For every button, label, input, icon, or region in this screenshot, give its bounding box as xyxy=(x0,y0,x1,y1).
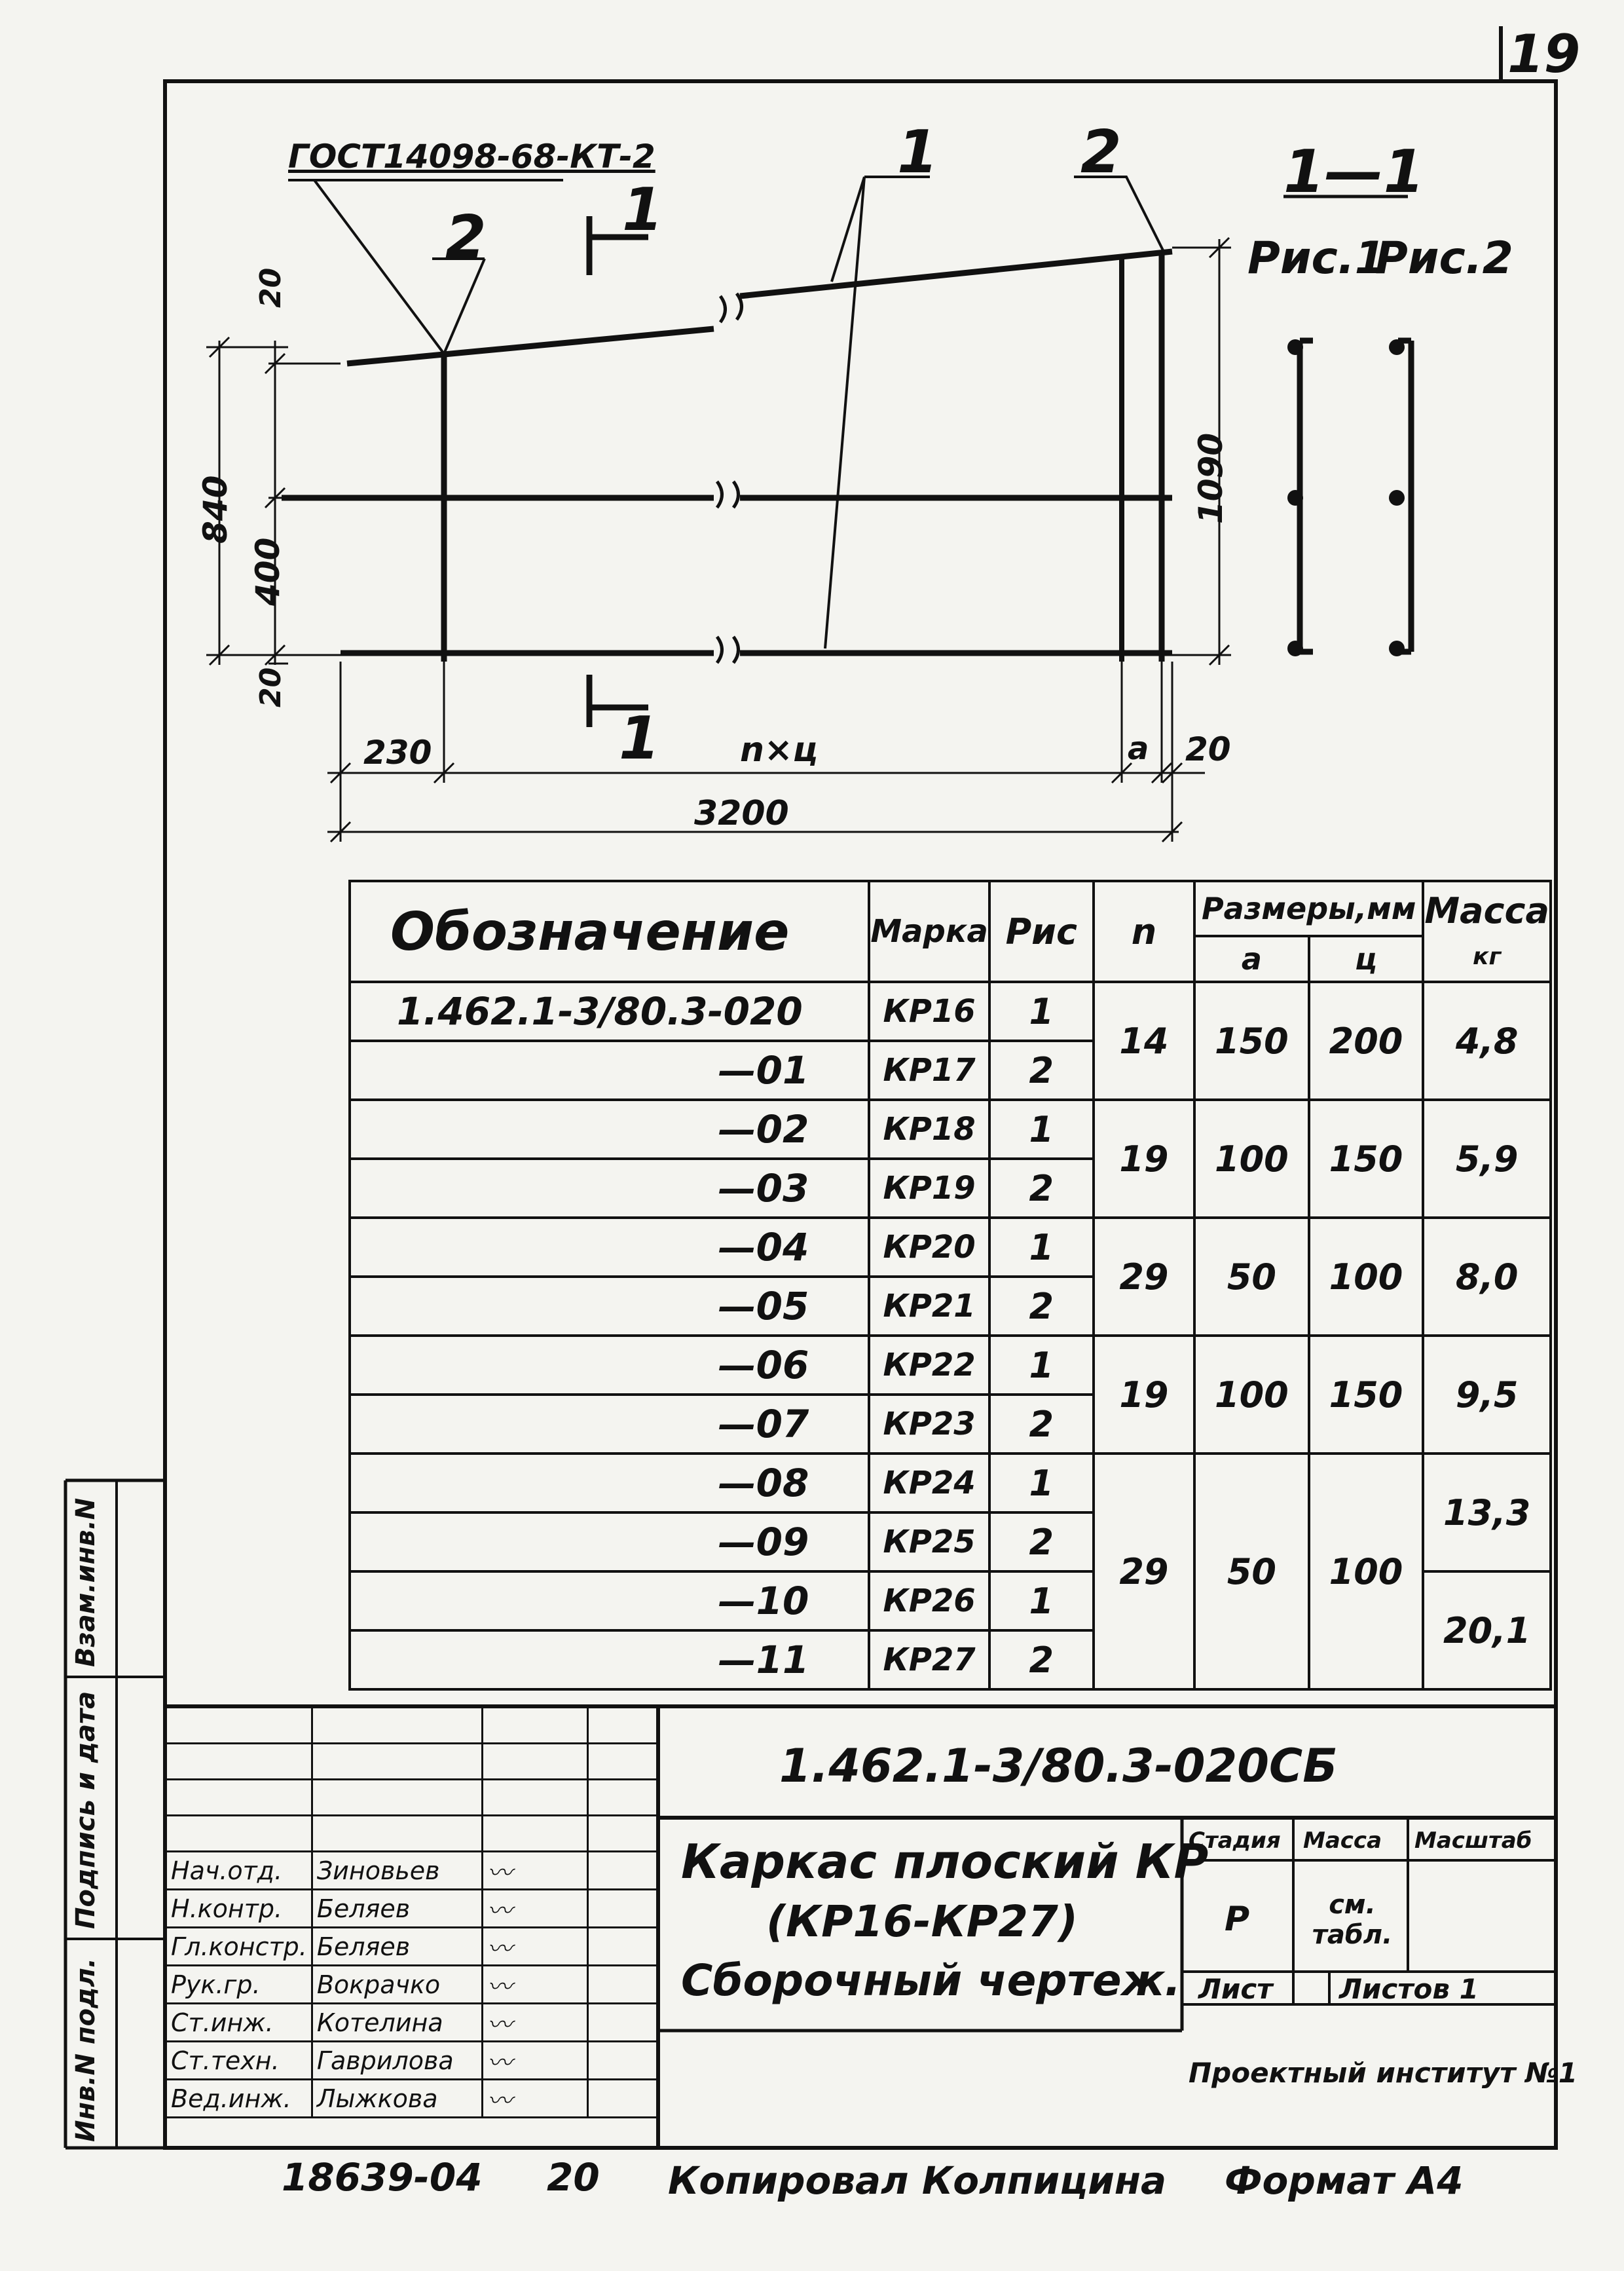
stage-value: Р xyxy=(1225,1900,1250,1939)
group-n: 29 xyxy=(1094,1454,1194,1689)
sig-role: Рук.гр. xyxy=(166,1966,312,2004)
sig-name: Гаврилова xyxy=(312,2042,482,2080)
sig-empty-row xyxy=(166,1744,657,1780)
group-c: 100 xyxy=(1309,1454,1424,1689)
signature-row xyxy=(166,1890,657,1928)
sig-role: Вед.инж. xyxy=(166,2080,312,2118)
bottom-note-page: 20 xyxy=(547,2155,600,2200)
row-fig: 2 xyxy=(989,1159,1094,1218)
group-c: 150 xyxy=(1309,1100,1424,1218)
signatures-table xyxy=(165,1706,658,2118)
sig-empty-row xyxy=(166,1816,657,1852)
table-row xyxy=(350,1100,1551,1159)
sig-mark: 〰 xyxy=(483,2080,588,2118)
fig2-label: Рис.2 xyxy=(1375,233,1513,284)
group-mass: 8,0 xyxy=(1423,1218,1551,1336)
fig1-label: Рис.1 xyxy=(1247,233,1386,284)
dim-length-text: 3200 xyxy=(694,794,789,833)
mass-value: см. табл. xyxy=(1312,1890,1393,1950)
row-mark: КР16 xyxy=(869,982,989,1041)
sig-role: Гл.констр. xyxy=(166,1928,312,1966)
row-fig: 2 xyxy=(989,1395,1094,1454)
signature-row xyxy=(166,2042,657,2080)
side-stamp-replace-inv: Взам.инв.N xyxy=(71,1497,101,1667)
row-designation: —06 xyxy=(350,1336,869,1395)
stage-label: Стадия xyxy=(1189,1828,1281,1854)
callout-2-leader xyxy=(1074,177,1163,250)
signature-row xyxy=(166,1852,657,1890)
fig2-dot-top xyxy=(1389,339,1405,355)
dim-top-text: 20 xyxy=(254,267,287,308)
callout-1-leader xyxy=(825,177,930,648)
row-mark: КР18 xyxy=(869,1100,989,1159)
group-n: 19 xyxy=(1094,1100,1194,1218)
row-designation: —04 xyxy=(350,1218,869,1277)
sig-mark: 〰 xyxy=(483,2004,588,2042)
row-mark: КР23 xyxy=(869,1395,989,1454)
row-fig: 2 xyxy=(989,1041,1094,1100)
row-designation: —10 xyxy=(350,1571,869,1630)
callout-2-right: 2 xyxy=(1080,118,1122,187)
sig-name: Зиновьев xyxy=(312,1852,482,1890)
dim-total-right-text: 1090 xyxy=(1192,432,1230,524)
sig-name: Лыжкова xyxy=(312,2080,482,2118)
scale-label: Масштаб xyxy=(1414,1828,1532,1854)
group-n: 14 xyxy=(1094,982,1194,1100)
dim-a-text: a xyxy=(1128,730,1149,767)
callout-1: 1 xyxy=(897,118,938,187)
sig-mark: 〰 xyxy=(483,1966,588,2004)
row-mark: КР24 xyxy=(869,1454,989,1512)
doc-name-line-1: Каркас плоский КР xyxy=(681,1834,1209,1889)
group-mass: 20,1 xyxy=(1423,1571,1551,1689)
signature-row xyxy=(166,2004,657,2042)
doc-code: 1.462.1-3/80.3-020СБ xyxy=(779,1739,1338,1793)
row-designation: 1.462.1-3/80.3-020 xyxy=(350,982,869,1041)
sig-name: Вокрачко xyxy=(312,1966,482,2004)
header-n: n xyxy=(1094,881,1194,982)
sig-role: Ст.техн. xyxy=(166,2042,312,2080)
sig-empty-row xyxy=(166,1708,657,1744)
sig-role: Н.контр. xyxy=(166,1890,312,1928)
section-mark-bottom-label: 1 xyxy=(619,704,660,773)
row-fig: 2 xyxy=(989,1630,1094,1689)
row-fig: 1 xyxy=(989,1454,1094,1512)
group-mass: 9,5 xyxy=(1423,1336,1551,1454)
break-marks xyxy=(717,293,742,663)
table-row xyxy=(350,1336,1551,1395)
sig-name: Беляев xyxy=(312,1890,482,1928)
header-designation: Обозначение xyxy=(350,881,869,982)
sheet-number: 19 xyxy=(1507,24,1581,84)
row-mark: КР27 xyxy=(869,1630,989,1689)
signature-row xyxy=(166,1928,657,1966)
sig-empty-row xyxy=(166,1780,657,1816)
sig-name: Котелина xyxy=(312,2004,482,2042)
header-a: а xyxy=(1194,936,1309,982)
row-designation: —09 xyxy=(350,1512,869,1571)
row-fig: 1 xyxy=(989,1571,1094,1630)
fig1-dot-top xyxy=(1287,339,1303,355)
mass-label: Масса xyxy=(1303,1828,1382,1854)
fig2-dot-bottom xyxy=(1389,641,1405,656)
row-mark: КР26 xyxy=(869,1571,989,1630)
header-mark: Марка xyxy=(869,881,989,982)
group-c: 100 xyxy=(1309,1218,1424,1336)
organization: Проектный институт №1 xyxy=(1189,2057,1578,2089)
section-mark-top-label: 1 xyxy=(622,176,663,244)
group-a: 100 xyxy=(1194,1100,1309,1218)
sig-role: Нач.отд. xyxy=(166,1852,312,1890)
group-a: 150 xyxy=(1194,982,1309,1100)
table-row xyxy=(350,1218,1551,1277)
table-row xyxy=(350,982,1551,1041)
doc-name-line-3: Сборочный чертеж. xyxy=(681,1955,1181,2006)
bottom-note-format: Формат А4 xyxy=(1225,2158,1464,2203)
row-designation: —03 xyxy=(350,1159,869,1218)
group-mass: 5,9 xyxy=(1423,1100,1551,1218)
row-mark: КР19 xyxy=(869,1159,989,1218)
sig-mark: 〰 xyxy=(483,1890,588,1928)
row-mark: КР22 xyxy=(869,1336,989,1395)
signature-row xyxy=(166,2080,657,2118)
dim-end-text: 20 xyxy=(1185,730,1231,768)
dim-bottom-text: 20 xyxy=(254,667,287,707)
row-fig: 1 xyxy=(989,1100,1094,1159)
sig-name: Беляев xyxy=(312,1928,482,1966)
group-c: 200 xyxy=(1309,982,1424,1100)
fig1-dot-mid xyxy=(1287,490,1303,506)
group-c: 150 xyxy=(1309,1336,1424,1454)
gost-leader xyxy=(288,180,563,354)
sig-mark: 〰 xyxy=(483,1928,588,1966)
group-a: 100 xyxy=(1194,1336,1309,1454)
group-n: 19 xyxy=(1094,1336,1194,1454)
table-row xyxy=(350,1454,1551,1512)
header-fig: Рис xyxy=(989,881,1094,982)
bottom-note-number: 18639-04 xyxy=(282,2155,483,2200)
row-mark: КР20 xyxy=(869,1218,989,1277)
sig-mark: 〰 xyxy=(483,1852,588,1890)
row-designation: —08 xyxy=(350,1454,869,1512)
group-mass: 4,8 xyxy=(1423,982,1551,1100)
fig1-dot-bottom xyxy=(1287,641,1303,656)
gost-label: ГОСТ14098-68-КТ-2 xyxy=(288,138,655,176)
row-designation: —01 xyxy=(350,1041,869,1100)
row-designation: —11 xyxy=(350,1630,869,1689)
dim-left-offset-text: 230 xyxy=(363,734,432,772)
sheets-label: Листов 1 xyxy=(1339,1973,1479,2005)
header-mass xyxy=(1423,881,1551,982)
row-mark: КР25 xyxy=(869,1512,989,1571)
sheet-label: Лист xyxy=(1198,1973,1273,2005)
dim-total-left-text: 840 xyxy=(196,475,234,544)
header-c: ц xyxy=(1309,936,1424,982)
row-mark: КР21 xyxy=(869,1277,989,1336)
header-mass-unit: кг xyxy=(1473,943,1502,970)
row-designation: —02 xyxy=(350,1100,869,1159)
header-sizes: Размеры,мм xyxy=(1194,881,1423,936)
callout-2-left: 2 xyxy=(445,203,487,272)
group-mass: 13,3 xyxy=(1423,1454,1551,1571)
row-designation: —07 xyxy=(350,1395,869,1454)
table-header-row xyxy=(350,881,1551,936)
row-fig: 1 xyxy=(989,982,1094,1041)
row-mark: КР17 xyxy=(869,1041,989,1100)
fig2-dot-mid xyxy=(1389,490,1405,506)
row-fig: 2 xyxy=(989,1277,1094,1336)
row-designation: —05 xyxy=(350,1277,869,1336)
specification-table xyxy=(348,880,1552,1691)
group-n: 29 xyxy=(1094,1218,1194,1336)
sig-mark: 〰 xyxy=(483,2042,588,2080)
side-stamp-signature: Подпись и дата xyxy=(71,1691,101,1929)
row-fig: 2 xyxy=(989,1512,1094,1571)
group-a: 50 xyxy=(1194,1454,1309,1689)
dim-pitch-text: n×ц xyxy=(740,730,819,770)
section-title: 1—1 xyxy=(1283,138,1425,206)
doc-name-line-2: (КР16-КР27) xyxy=(766,1896,1079,1947)
signature-row xyxy=(166,1966,657,2004)
row-fig: 1 xyxy=(989,1218,1094,1277)
side-stamp-inv-orig: Инв.N подл. xyxy=(71,1958,101,2142)
row-fig: 1 xyxy=(989,1336,1094,1395)
group-a: 50 xyxy=(1194,1218,1309,1336)
header-mass-label: Масса xyxy=(1424,890,1549,931)
sig-role: Ст.инж. xyxy=(166,2004,312,2042)
dim-mid-text: 400 xyxy=(249,537,287,606)
bottom-note-copied: Копировал Колпицина xyxy=(668,2158,1167,2203)
